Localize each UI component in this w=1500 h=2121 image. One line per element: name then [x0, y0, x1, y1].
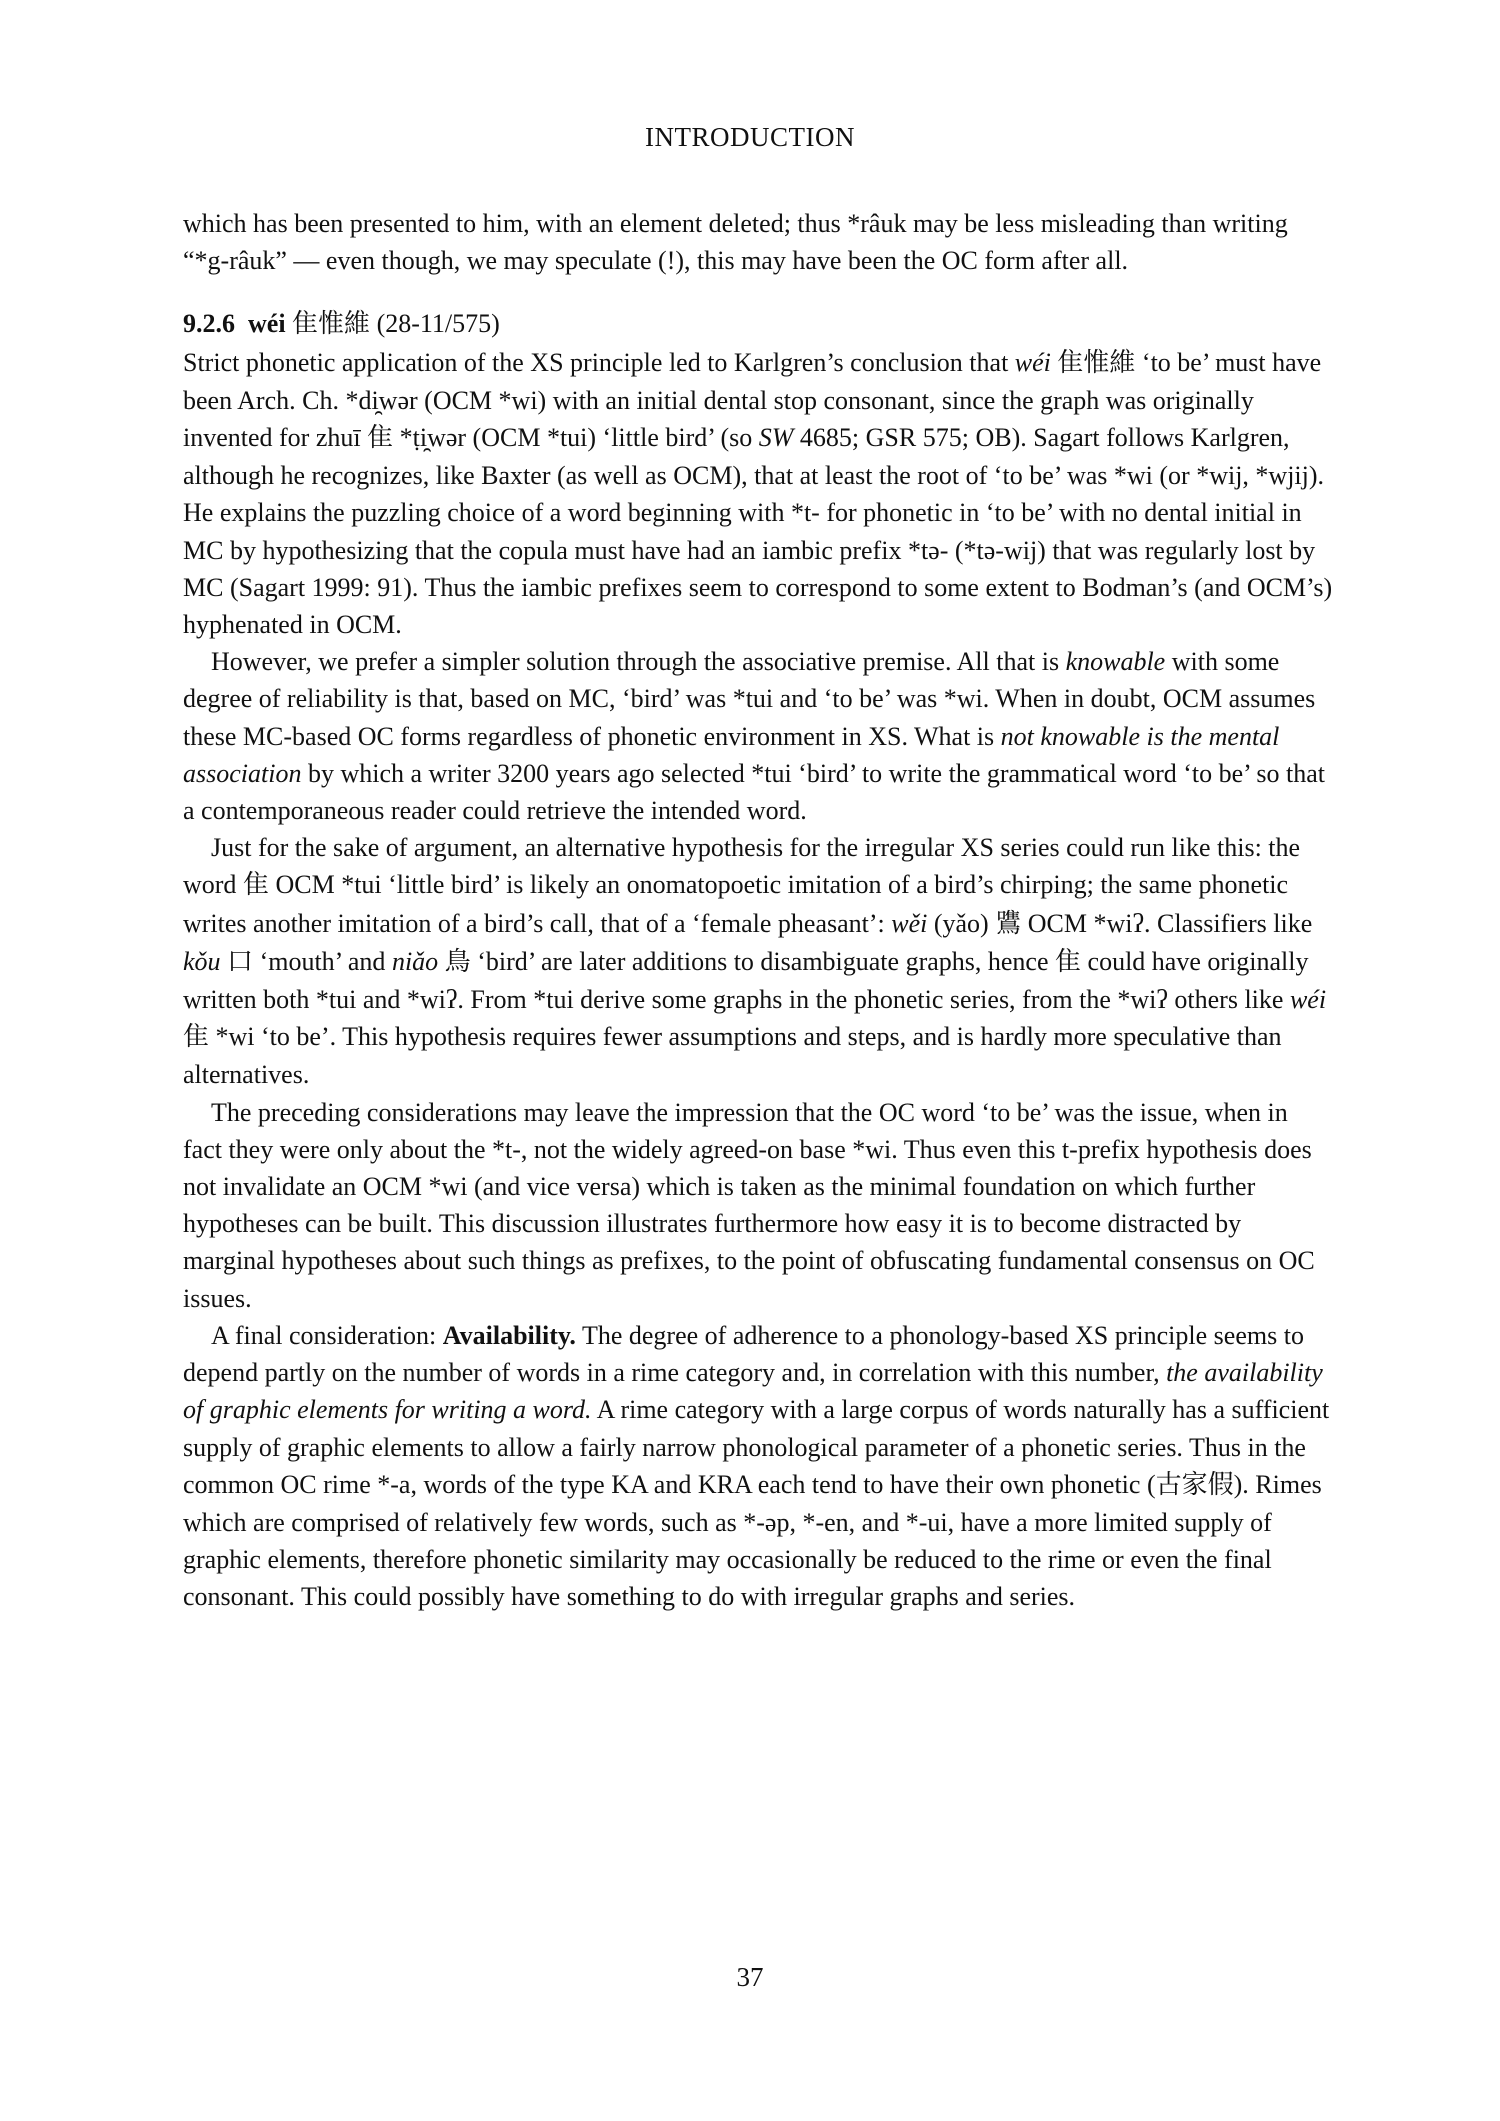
italic-term: wěi: [891, 908, 928, 938]
paragraph-2: [183, 643, 1333, 829]
chinese-character: 隹: [242, 870, 269, 901]
section-word: wéi: [248, 309, 286, 339]
chinese-character: 隹: [367, 423, 394, 454]
text-run: could have originally written both *tui and *wiʔ. From *tui derive some graphs in the phonetic series, from the *wiʔ others like: [183, 946, 1309, 1015]
text-run: OCM *wiʔ. Classifiers like: [1021, 908, 1313, 938]
text-run: A rime category with a large corpus of words naturally has a sufficient supply of graphic elements to allow a fairly narrow phonological parameter of a phonetic series. Thus in the common OC rime *-a, words of the type KA and KRA each tend to have their own phonetic (: [183, 1395, 1330, 1499]
section-number: 9.2.6: [183, 309, 235, 339]
chinese-characters: 古家假: [1155, 1469, 1234, 1500]
text-run: ‘mouth’ and: [253, 946, 392, 976]
section-heading: [183, 305, 1333, 343]
paragraph-1: [183, 344, 1333, 644]
italic-term: knowable: [1065, 647, 1166, 677]
chinese-character: 隹: [183, 1022, 210, 1053]
text-run: OCM *tui ‘little bird’ is likely an onomatopoetic imitation of a bird’s chirping; the same phonetic writes another imitation of a bird’s call, that of a ‘female pheasant’:: [183, 870, 1289, 938]
chinese-character: 口: [227, 946, 254, 977]
running-head: INTRODUCTION: [645, 122, 855, 152]
text-run: A final consideration:: [211, 1320, 443, 1350]
text-run: ‘bird’ are later additions to disambiguate graphs, hence: [470, 946, 1056, 976]
italic-term: wéi: [1014, 347, 1051, 377]
paragraph-4: The preceding considerations may leave the impression that the OC word ‘to be’ was the issue, when in fact they were only about the *t-, not the widely agreed-on base *wi. Thus even this t-prefix hypothesis does not invalidate an OCM *wi (and vice versa) which is taken as the minimal foundation on which further hypotheses can be built. This discussion illustrates furthermore how easy it is to become distracted by marginal hypotheses about such things as prefixes, to the point of obfuscating fundamental consensus on OC issues.: [183, 1097, 1315, 1313]
chinese-character: 隹: [1055, 946, 1082, 977]
paragraph-continuation: which has been presented to him, with an element deleted; thus *râuk may be less misleading than writing “*g-râuk” — even though, we may speculate (!), this may have been the OC form after all.: [183, 209, 1288, 276]
text-run: *wi ‘to be’. This hypothesis requires fewer assumptions and steps, and is hardly more speculative than alternatives.: [183, 1022, 1282, 1090]
text-run: The degree of adherence to a phonology-based XS principle seems to depend partly on the number of words in a rime category and, in correlation with this number,: [183, 1320, 1304, 1388]
paragraph-5: [183, 1317, 1333, 1616]
text-run: Strict phonetic application of the XS principle led to Karlgren’s conclusion that: [183, 347, 1015, 377]
italic-term: kǒu: [183, 946, 221, 976]
text-run: ‘to be’ must have been Arch. Ch. *di̯wər (OCM *wi) with an initial dental stop consonant, since the graph was originally invented for zhuī: [183, 347, 1322, 453]
text-run: However, we prefer a simpler solution through the associative premise. All that is: [211, 647, 1066, 677]
section-reference: (28-11/575): [376, 309, 500, 339]
italic-term: SW: [758, 423, 794, 453]
section-characters: 隹惟維: [292, 309, 371, 340]
chinese-character: 鷕: [995, 908, 1022, 939]
text-run: by which a writer 3200 years ago selected *tui ‘bird’ to write the grammatical word ‘to be’ so that a contemporaneous reader could retrieve the intended word.: [183, 758, 1325, 826]
text-run: *ṭi̯wər (OCM *tui) ‘little bird’ (so: [393, 423, 759, 453]
chinese-character: 鳥: [444, 946, 471, 977]
italic-term: not knowable is the mental association: [183, 721, 1280, 788]
body-text: [183, 205, 1333, 1616]
text-run: ). Rimes which are comprised of relatively few words, such as *-əp, *-en, and *-ui, have a more limited supply of graphic elements, therefore phonetic similarity may occasionally be reduced to the rime or even the final consonant. This could possibly have something to do with irregular graphs and series.: [183, 1469, 1322, 1612]
chinese-characters: 隹惟維: [1057, 347, 1136, 378]
page-number: 37: [736, 1962, 764, 1992]
paragraph-3: [183, 829, 1333, 1093]
bold-term: Availability.: [442, 1320, 576, 1350]
italic-term: niǎo: [391, 946, 439, 976]
text-run: with some degree of reliability is that, based on MC, ‘bird’ was *tui and ‘to be’ was *wi. When in doubt, OCM assumes these MC-based OC forms regardless of phonetic environment in XS. What is: [183, 647, 1316, 751]
italic-term: wéi: [1289, 985, 1327, 1015]
text-run: (yǎo): [927, 908, 996, 938]
text-run: Just for the sake of argument, an alternative hypothesis for the irregular XS series could run like this: the word: [183, 833, 1301, 900]
text-run: 4685; GSR 575; OB). Sagart follows Karlgren, although he recognizes, like Baxter (as well as OCM), that at least the root of ‘to be’ was *wi (or *wij, *wjij). He explains the puzzling choice of a word beginning with *t- for phonetic in ‘to be’ with no dental initial in MC by hypothesizing that the copula must have had an iambic prefix *tə- (*tə-wij) that was regularly lost by MC (Sagart 1999: 91). Thus the iambic prefixes seem to correspond to some extent to Bodman’s (and OCM’s) hyphenated in OCM.: [183, 423, 1333, 640]
italic-term: the availability of graphic elements for writing a word.: [183, 1358, 1323, 1425]
